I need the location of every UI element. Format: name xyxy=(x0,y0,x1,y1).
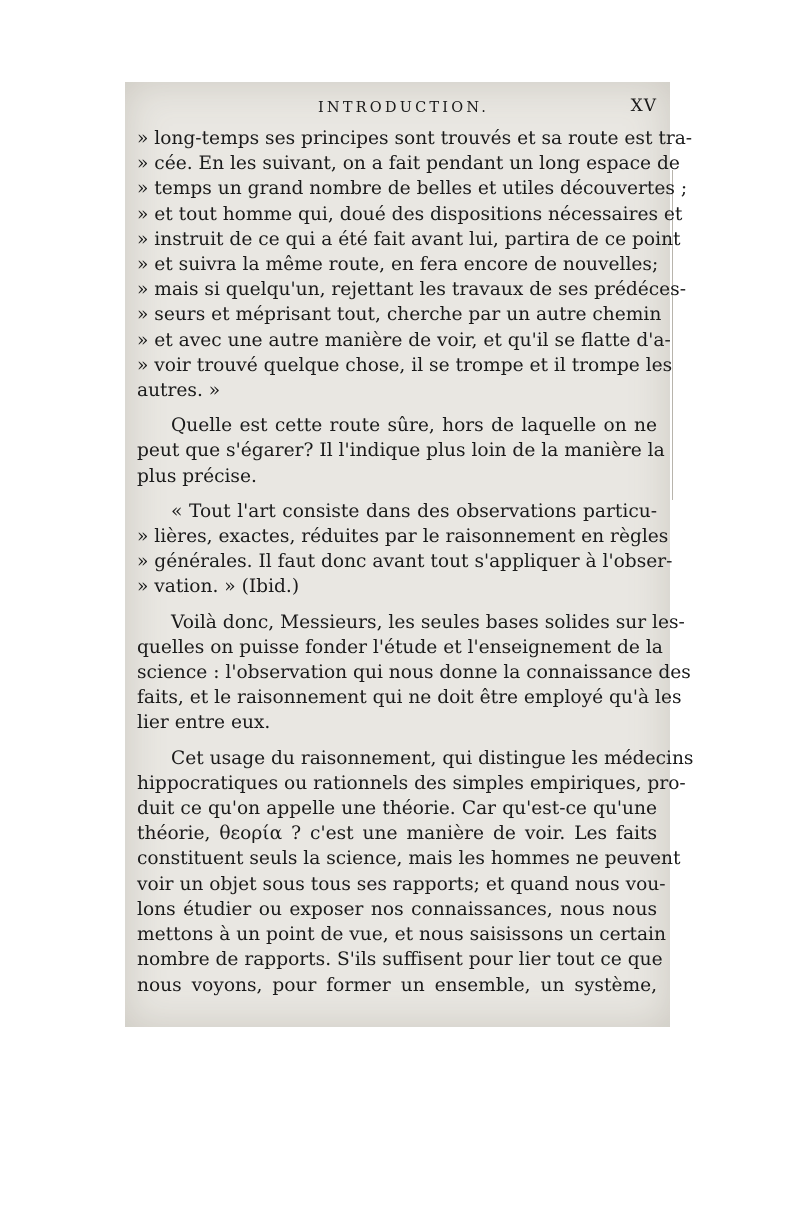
text-line: voir un objet sous tous ses rapports; et quand nous vou- xyxy=(137,873,666,895)
text-line: « Tout l'art consiste dans des observations particu- xyxy=(171,500,657,522)
text-line: » mais si quelqu'un, rejettant les travaux de ses prédéces- xyxy=(137,279,687,301)
text-line: » et avec une autre manière de voir, et qu'il se flatte d'a- xyxy=(137,329,671,351)
text-line: quelles on puisse fonder l'étude et l'enseignement de la xyxy=(137,636,663,658)
text-line: Cet usage du raisonnement, qui distingue les médecins xyxy=(171,747,694,769)
text-line: » temps un grand nombre de belles et utiles découvertes ; xyxy=(137,178,688,200)
text-line: duit ce qu'on appelle une théorie. Car qu'est-ce qu'une xyxy=(137,798,657,820)
running-head-title: INTRODUCTION. xyxy=(318,100,490,116)
paragraph-quote-observation xyxy=(137,499,673,600)
paragraph-theory xyxy=(137,746,694,998)
text-line: » et suivra la même route, en fera encore de nouvelles; xyxy=(137,254,659,276)
text-line: » voir trouvé quelque chose, il se trompe et il trompe les xyxy=(137,354,673,376)
text-line: Quelle est cette route sûre, hors de laquelle on ne xyxy=(171,415,657,437)
text-line: plus précise. xyxy=(137,465,257,487)
text-line: autres. » xyxy=(137,380,221,402)
text-line: » cée. En les suivant, on a fait pendant un long espace de xyxy=(137,153,680,175)
text-line: constituent seuls la science, mais les hommes ne peuvent xyxy=(137,848,681,870)
paragraph-quote-continuation xyxy=(137,126,693,403)
text-line: Voilà donc, Messieurs, les seules bases solides sur les- xyxy=(171,611,685,633)
text-line: faits, et le raisonnement qui ne doit être employé qu'à les xyxy=(137,687,682,709)
text-line: » et tout homme qui, doué des dispositions nécessaires et xyxy=(137,203,683,225)
text-line: » vation. » (Ibid.) xyxy=(137,576,300,598)
text-line: » long-temps ses principes sont trouvés et sa route est tra- xyxy=(137,128,693,149)
text-line: » lières, exactes, réduites par le raisonnement en règles xyxy=(137,526,669,548)
text-line: science : l'observation qui nous donne la connaissance des xyxy=(137,662,691,684)
text-line: mettons à un point de vue, et nous saisissons un certain xyxy=(137,924,666,946)
text-line: » générales. Il faut donc avant tout s'appliquer à l'obser- xyxy=(137,551,673,573)
text-line: » seurs et méprisant tout, cherche par un autre chemin xyxy=(137,304,662,326)
running-head xyxy=(137,96,657,126)
text-line: théorie, θεορία ? c'est une manière de voir. Les faits xyxy=(137,823,657,845)
text-line: nombre de rapports. S'ils suffisent pour lier tout ce que xyxy=(137,949,663,971)
text-line: lons étudier ou exposer nos connaissances, nous nous xyxy=(137,898,657,920)
paragraph-question xyxy=(137,413,665,489)
text-line: » instruit de ce qui a été fait avant lui, partira de ce point xyxy=(137,228,681,250)
text-line: lier entre eux. xyxy=(137,712,271,734)
text-line: hippocratiques ou rationnels des simples empiriques, pro- xyxy=(137,772,686,794)
page-number: XV xyxy=(630,96,657,116)
paragraph-bases xyxy=(137,610,691,736)
text-line: peut que s'égarer? Il l'indique plus loin de la manière la xyxy=(137,440,665,462)
text-line: nous voyons, pour former un ensemble, un système, xyxy=(137,974,657,996)
book-page xyxy=(137,96,694,1008)
